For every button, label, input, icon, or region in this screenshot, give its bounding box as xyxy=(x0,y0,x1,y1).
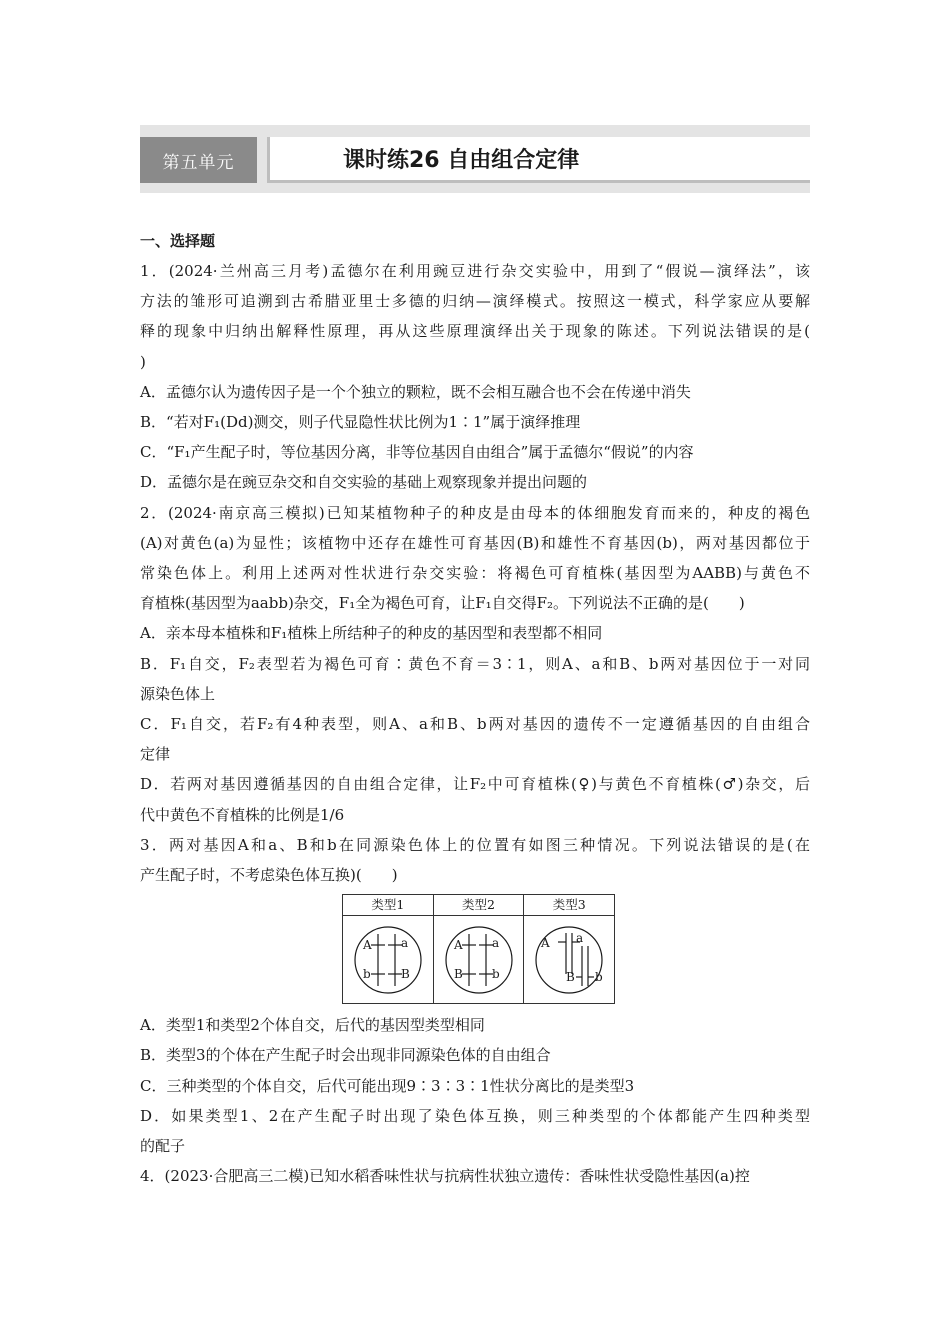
answer-option xyxy=(140,709,810,769)
figure-cell-header: 类型1 xyxy=(343,895,433,916)
svg-text:A: A xyxy=(541,936,551,951)
figure-cell-header: 类型3 xyxy=(524,895,614,916)
svg-text:B: B xyxy=(453,967,463,982)
answer-option xyxy=(140,1071,810,1101)
svg-text:B: B xyxy=(401,967,410,982)
answer-option-line: A．孟德尔认为遗传因子是一个个独立的颗粒，既不会相互融合也不会在传递中消失 xyxy=(140,382,691,401)
figure-cell-type-3 xyxy=(524,895,614,1003)
question-stem-line: 常染色体上。利用上述两对性状进行杂交实验：将褐色可育植株(基因型为AABB)与黄色不 xyxy=(140,564,810,583)
answer-option-line: 的配子 xyxy=(140,1137,186,1156)
question-stem-line: 2．(2024·南京高三模拟)已知某植物种子的种皮是由母本的体细胞发育而来的，种皮的褐色 xyxy=(140,503,810,522)
answer-option-line: D．如果类型1、2在产生配子时出现了染色体互换，则三种类型的个体都能产生四种类型 xyxy=(140,1106,810,1125)
answer-option-line: C．“F₁产生配子时，等位基因分离，非等位基因自由组合”属于孟德尔“假说”的内容 xyxy=(140,443,694,462)
answer-option-line: A．类型1和类型2个体自交，后代的基因型类型相同 xyxy=(140,1016,485,1035)
svg-text:A: A xyxy=(363,938,372,953)
svg-text:A: A xyxy=(453,938,463,953)
answer-option xyxy=(140,377,810,407)
chromosome-figure xyxy=(342,894,615,1004)
answer-option-line: B．“若对F₁(Dd)测交，则子代显隐性状比例为1∶1”属于演绎推理 xyxy=(140,413,581,432)
answer-option-line: 源染色体上 xyxy=(140,684,216,703)
answer-option xyxy=(140,407,810,437)
answer-option-line: B．类型3的个体在产生配子时会出现非同源染色体的自由组合 xyxy=(140,1046,551,1065)
svg-text:b: b xyxy=(491,967,500,982)
answer-option xyxy=(140,1101,810,1161)
chromosome-diagram-3 xyxy=(524,916,614,1004)
question-stem-line: 产生配子时，不考虑染色体互换)( ) xyxy=(140,866,398,885)
section-title: 一、选择题 xyxy=(140,232,216,250)
chapter-header xyxy=(140,125,810,193)
figure-cell-type-2 xyxy=(434,895,525,1003)
question-stem-line: (A)对黄色(a)为显性；该植物中还存在雄性可育基因(B)和雄性不育基因(b)，两对基因都位于 xyxy=(140,533,810,552)
question-stem-line: ) xyxy=(140,352,146,371)
answer-option xyxy=(140,1010,810,1040)
question-2 xyxy=(140,498,810,830)
answer-option xyxy=(140,649,810,709)
page-title: 课时练26 自由组合定律 xyxy=(343,148,580,173)
svg-text:a: a xyxy=(491,936,499,951)
answer-option-line: 代中黄色不育植株的比例是1/6 xyxy=(140,805,345,824)
question-stem-line: 释的现象中归纳出解释性原理，再从这些原理演绎出关于现象的陈述。下列说法错误的是( xyxy=(140,322,810,341)
question-1 xyxy=(140,256,810,498)
content xyxy=(140,226,810,1191)
question-stem-line: 4．(2023·合肥高三二模)已知水稻香味性状与抗病性状独立遗传：香味性状受隐性基因(a)控 xyxy=(140,1167,750,1186)
question-3 xyxy=(140,830,810,1161)
answer-option-line: B．F₁自交，F₂表型若为褐色可育∶黄色不育＝3∶1，则A、a和B、b两对基因位于一对同 xyxy=(140,654,810,673)
question-list xyxy=(140,256,810,1191)
title-box xyxy=(267,137,810,183)
unit-label: 第五单元 xyxy=(140,137,257,183)
question-4 xyxy=(140,1161,810,1191)
question-stem-line: 3．两对基因A和a、B和b在同源染色体上的位置有如图三种情况。下列说法错误的是(在 xyxy=(140,835,810,854)
question-stem-line: 方法的雏形可追溯到古希腊亚里士多德的归纳—演绎模式。按照这一模式，科学家应从要解 xyxy=(140,292,810,311)
answer-option-line: C．三种类型的个体自交，后代可能出现9∶3∶3∶1性状分离比的是类型3 xyxy=(140,1076,635,1095)
answer-option xyxy=(140,769,810,829)
answer-option xyxy=(140,618,810,648)
svg-text:a: a xyxy=(576,931,584,946)
answer-option-line: C．F₁自交，若F₂有4种表型，则A、a和B、b两对基因的遗传不一定遵循基因的自由组合 xyxy=(140,715,810,734)
answer-option xyxy=(140,1040,810,1070)
chromosome-diagram-2 xyxy=(434,916,524,1004)
answer-option xyxy=(140,437,810,467)
svg-text:b: b xyxy=(595,970,604,985)
chromosome-diagram-1 xyxy=(343,916,433,1004)
answer-option-line: D．孟德尔是在豌豆杂交和自交实验的基础上观察现象并提出问题的 xyxy=(140,473,588,492)
answer-option-line: 定律 xyxy=(140,745,171,764)
figure-cell-type-1 xyxy=(343,895,434,1003)
answer-option-line: D．若两对基因遵循基因的自由组合定律，让F₂中可育植株(♀)与黄色不育植株(♂)杂交，后 xyxy=(140,775,810,794)
svg-text:a: a xyxy=(401,936,409,951)
svg-text:b: b xyxy=(363,967,371,982)
figure-cell-header: 类型2 xyxy=(434,895,524,916)
svg-text:B: B xyxy=(566,970,576,985)
question-stem-line: 1．(2024·兰州高三月考)孟德尔在利用豌豆进行杂交实验中，用到了“假说—演绎法”，该 xyxy=(140,262,810,280)
question-stem-line: 育植株(基因型为aabb)杂交，F₁全为褐色可育，让F₁自交得F₂。下列说法不正确的是( ) xyxy=(140,594,745,613)
answer-option-line: A．亲本母本植株和F₁植株上所结种子的种皮的基因型和表型都不相同 xyxy=(140,624,603,643)
answer-option xyxy=(140,467,810,497)
